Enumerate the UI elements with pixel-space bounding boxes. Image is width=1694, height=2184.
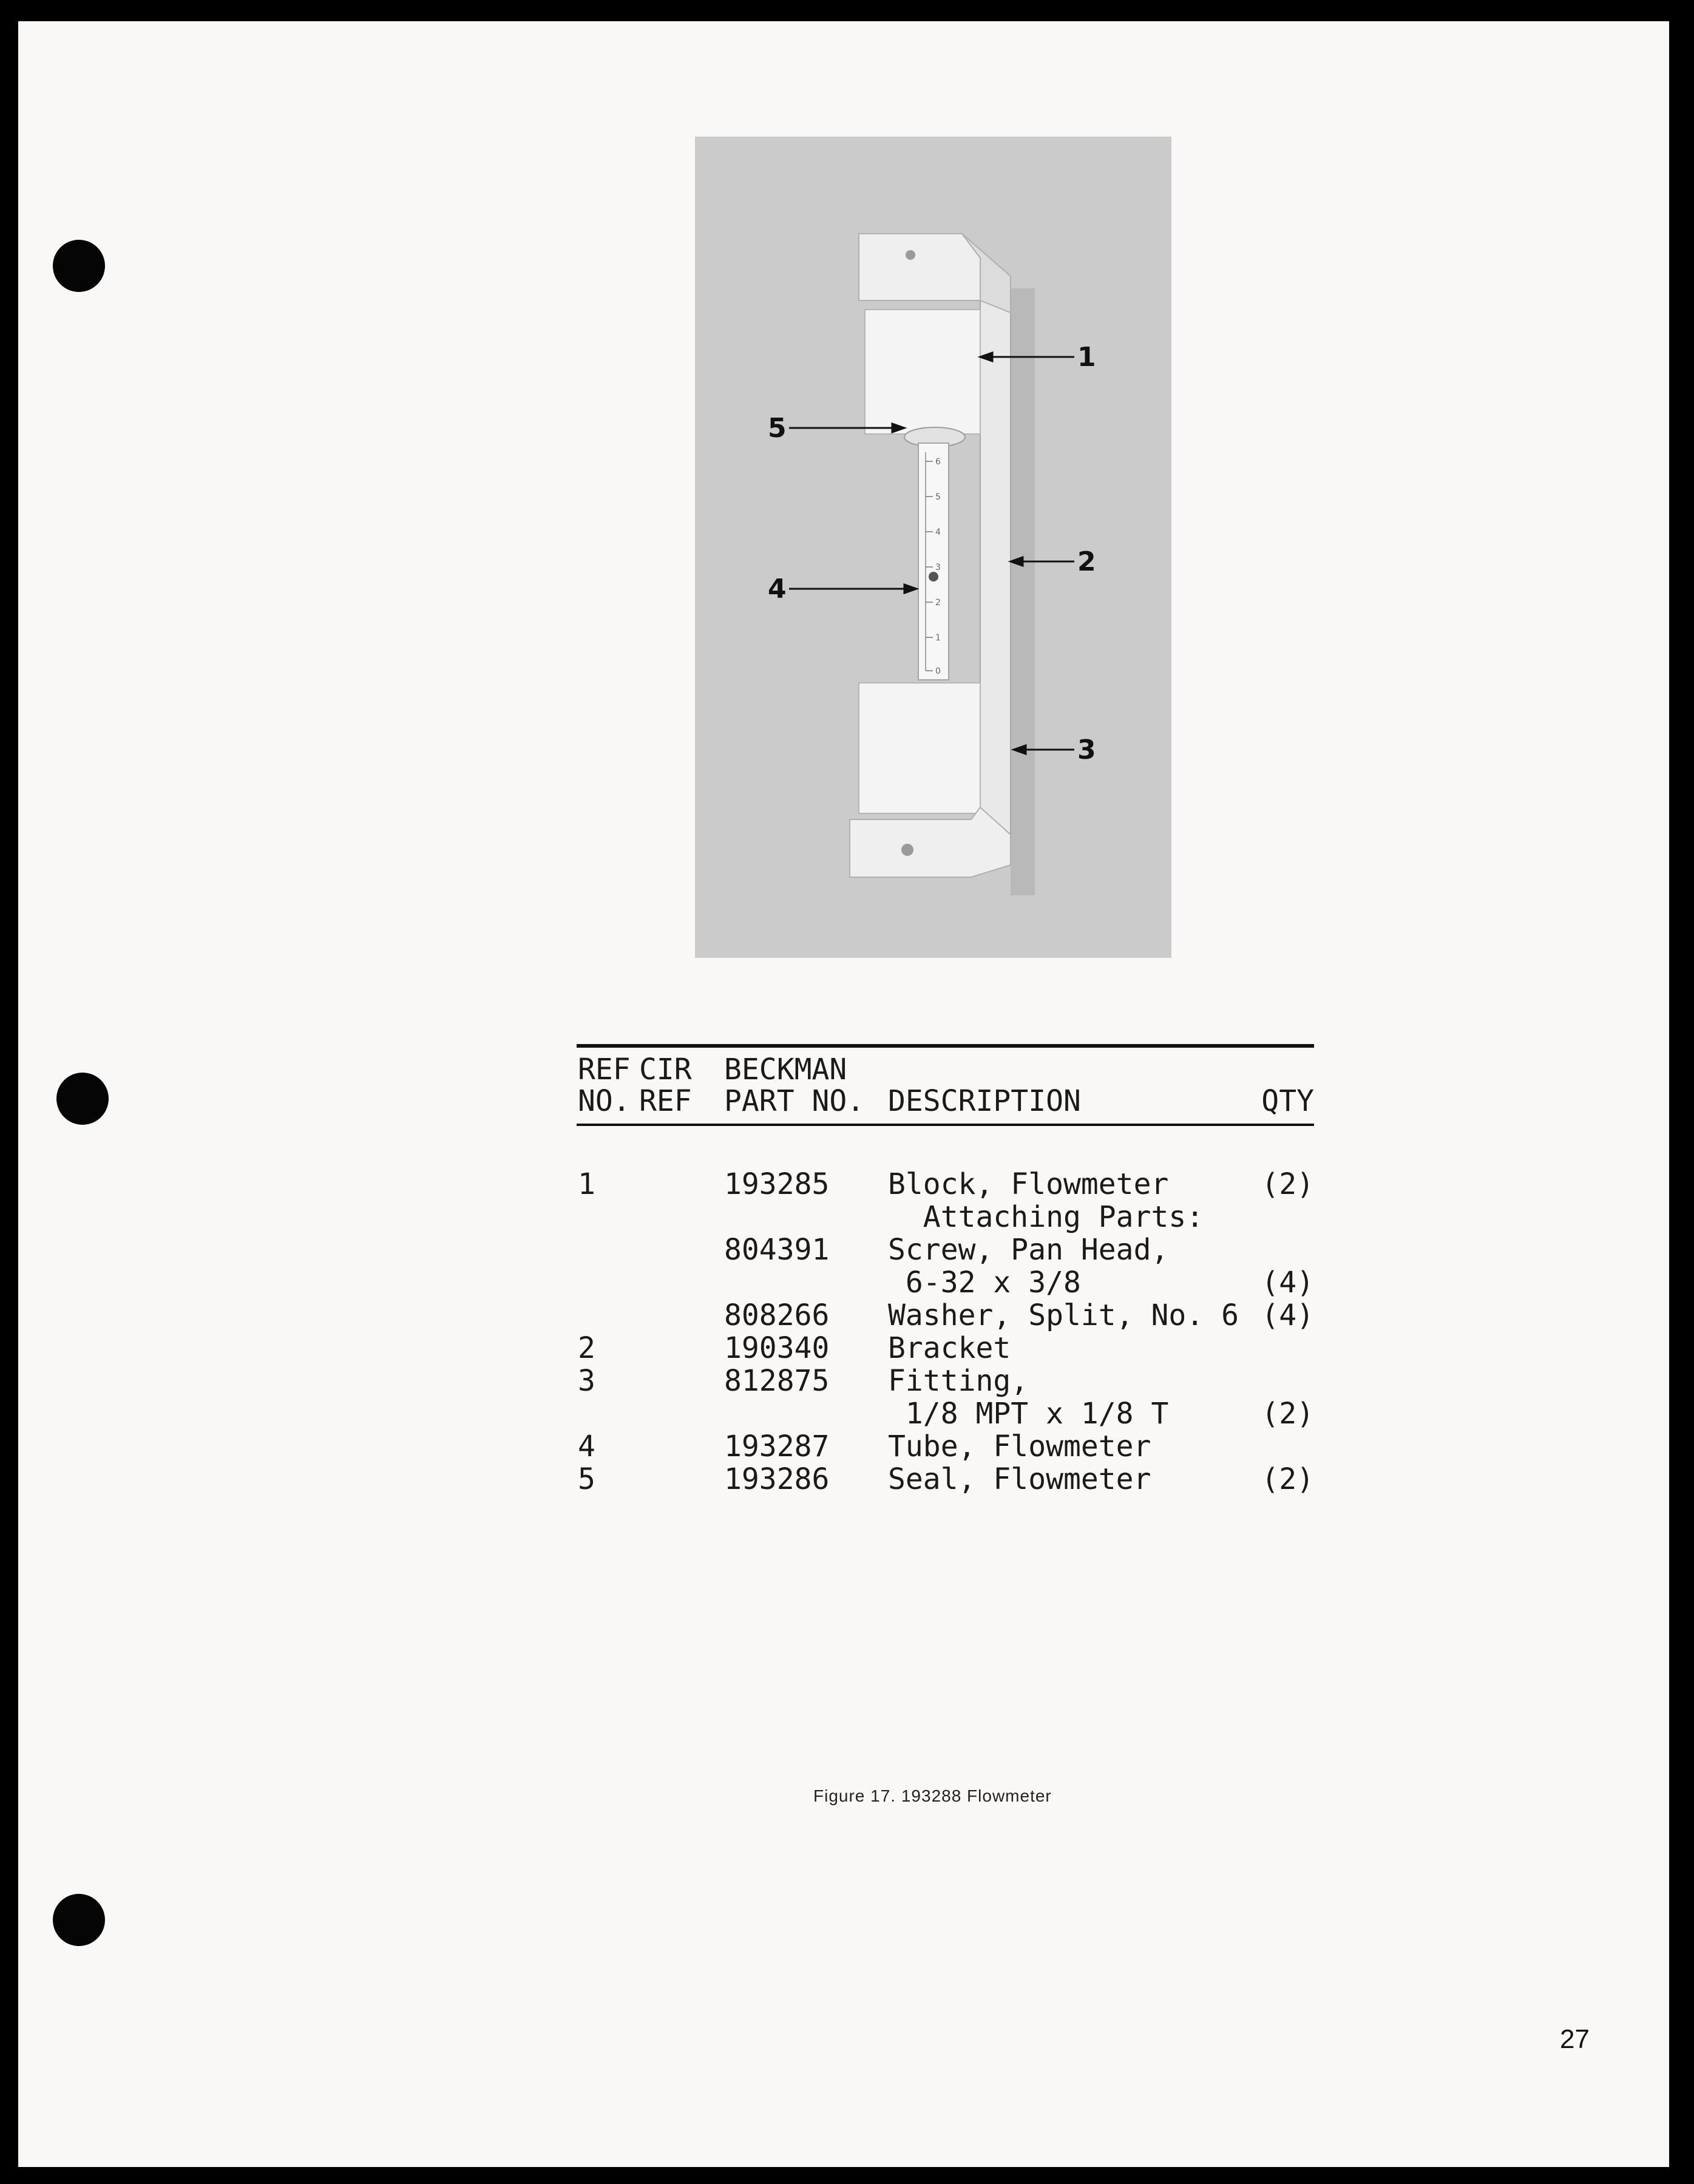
header-cir-line1: CIR (639, 1053, 692, 1087)
figure-caption: Figure 17. 193288 Flowmeter (813, 1786, 1052, 1805)
cell-description: 1/8 MPT x 1/8 T (888, 1397, 1169, 1431)
table-row (577, 1365, 1314, 1398)
table-row (577, 1234, 1314, 1267)
header-part-line1: BECKMAN (724, 1053, 847, 1087)
header-qty: QTY (1261, 1084, 1314, 1118)
callout-3: 3 (1077, 734, 1096, 765)
manual-page (18, 21, 1669, 2167)
table-top-rule (577, 1044, 1314, 1048)
scale-label-4: 4 (935, 527, 941, 537)
table-header (577, 1054, 1314, 1121)
cell-qty: (4) (1261, 1266, 1314, 1300)
scale-label-3: 3 (935, 563, 941, 572)
callout-1: 1 (1077, 342, 1096, 373)
callout-5: 5 (768, 413, 787, 444)
cell-ref: 1 (578, 1167, 595, 1201)
table-row (577, 1201, 1314, 1234)
cell-qty: (2) (1261, 1167, 1314, 1201)
scale-label-2: 2 (935, 598, 941, 608)
table-header-rule (577, 1124, 1314, 1126)
header-description: DESCRIPTION (888, 1084, 1081, 1118)
cell-part-no: 193287 (724, 1429, 830, 1463)
binder-hole-middle (56, 1073, 109, 1125)
table-row (577, 1300, 1314, 1332)
cell-ref: 3 (578, 1364, 595, 1398)
cell-part-no: 190340 (724, 1331, 830, 1365)
table-row (577, 1463, 1314, 1496)
flowmeter-illustration (695, 137, 1171, 958)
table-body (577, 1168, 1314, 1496)
header-ref-line2: NO. (578, 1084, 631, 1118)
cell-part-no: 808266 (724, 1298, 830, 1332)
scale-label-0: 0 (935, 666, 941, 676)
flowmeter-photo (695, 137, 1171, 958)
cell-qty: (2) (1261, 1462, 1314, 1496)
page-number: 27 (1560, 2024, 1590, 2054)
table-row (577, 1398, 1314, 1431)
cell-description: 6-32 x 3/8 (888, 1266, 1081, 1300)
cell-part-no: 804391 (724, 1233, 830, 1267)
cell-part-no: 193286 (724, 1462, 830, 1496)
cell-ref: 5 (578, 1462, 595, 1496)
header-part-line2: PART NO. (724, 1084, 865, 1118)
cell-description: Washer, Split, No. 6 (888, 1298, 1239, 1332)
parts-list-table (577, 1044, 1314, 1496)
binder-hole-bottom (53, 1894, 105, 1946)
cell-qty: (4) (1261, 1298, 1314, 1332)
cell-qty: (2) (1261, 1397, 1314, 1431)
cell-description: Attaching Parts: (888, 1200, 1204, 1234)
cell-ref: 2 (578, 1331, 595, 1365)
table-row (577, 1332, 1314, 1365)
header-cir-line2: REF (639, 1084, 692, 1118)
cell-part-no: 812875 (724, 1364, 830, 1398)
scale-label-5: 5 (935, 492, 941, 502)
scale-label-6: 6 (935, 457, 941, 467)
cell-description: Screw, Pan Head, (888, 1233, 1169, 1267)
binder-hole-top (53, 240, 105, 292)
callout-2: 2 (1077, 546, 1096, 577)
cell-description: Seal, Flowmeter (888, 1462, 1151, 1496)
table-row (577, 1431, 1314, 1463)
cell-description: Fitting, (888, 1364, 1029, 1398)
callout-4: 4 (768, 574, 787, 605)
cell-part-no: 193285 (724, 1167, 830, 1201)
header-ref-line1: REF (578, 1053, 631, 1087)
cell-ref: 4 (578, 1429, 595, 1463)
cell-description: Tube, Flowmeter (888, 1429, 1151, 1463)
scale-label-1: 1 (935, 633, 941, 643)
table-row (577, 1267, 1314, 1300)
cell-description: Bracket (888, 1331, 1011, 1365)
table-row (577, 1168, 1314, 1201)
cell-description: Block, Flowmeter (888, 1167, 1169, 1201)
